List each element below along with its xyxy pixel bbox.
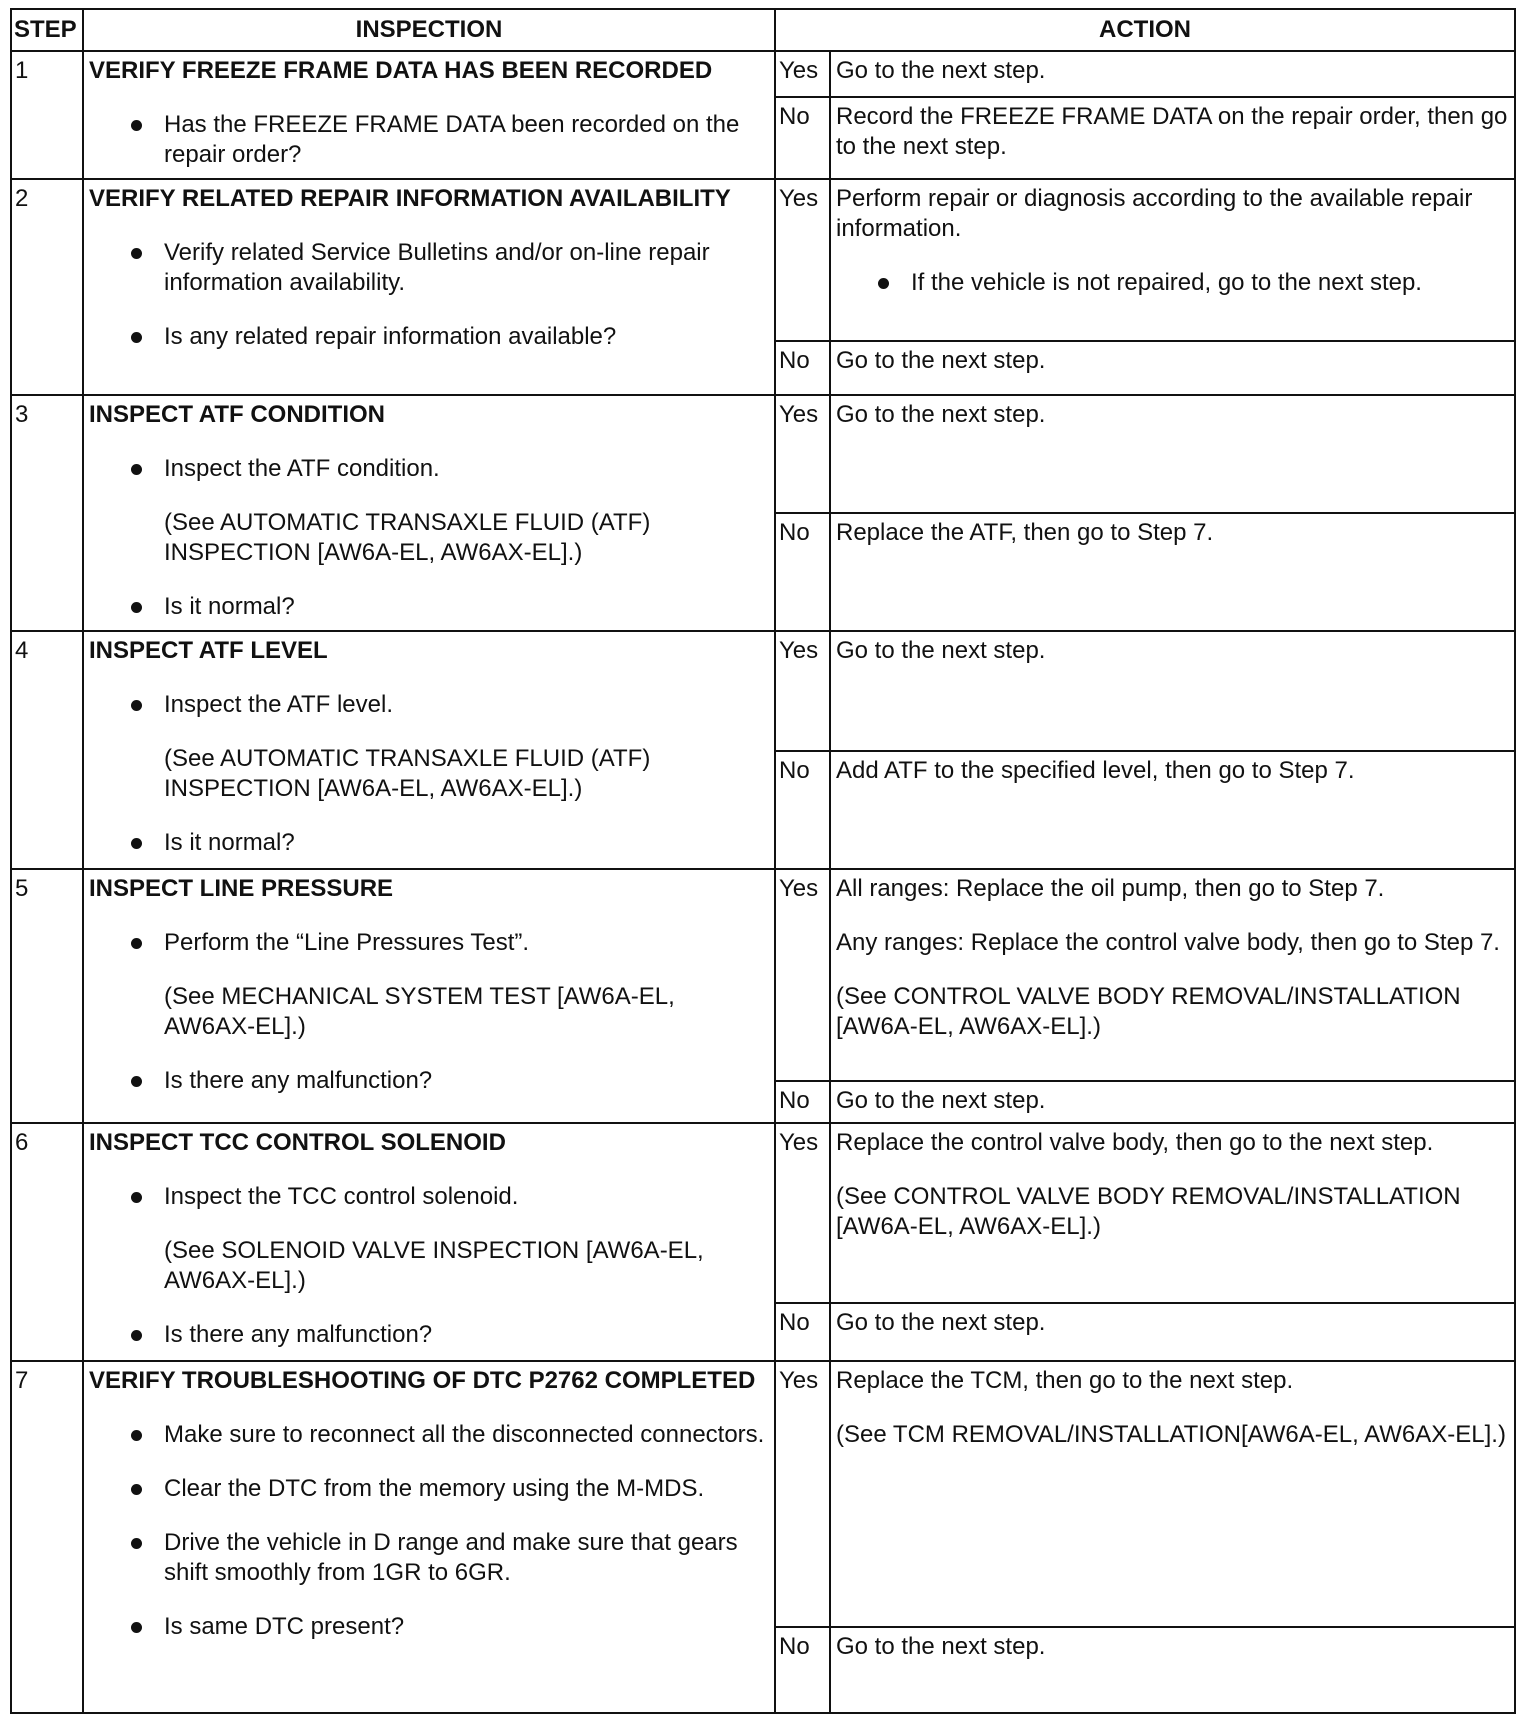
step-1-yes-row <box>11 51 1515 97</box>
inspection-bullet: Has the FREEZE FRAME DATA been recorded on the repair order? <box>89 110 769 170</box>
action-bullet: If the vehicle is not repaired, go to the next step. <box>836 268 1509 298</box>
action-text: Go to the next step. <box>836 1087 1046 1114</box>
header-row <box>11 9 1515 51</box>
yes-label: Yes <box>775 179 830 341</box>
no-action <box>830 751 1515 869</box>
inspection-title: VERIFY RELATED REPAIR INFORMATION AVAILABILITY <box>89 185 731 212</box>
diagnostic-procedure-table <box>10 8 1516 1714</box>
inspection-bullet: Inspect the ATF condition. <box>89 454 769 484</box>
step-6-yes-row <box>11 1123 1515 1303</box>
yes-label: Yes <box>775 1361 830 1627</box>
action-text: Replace the ATF, then go to Step 7. <box>836 519 1214 546</box>
step-number: 5 <box>11 869 83 1123</box>
yes-action <box>830 869 1515 1081</box>
no-label: No <box>775 513 830 631</box>
no-action <box>830 341 1515 395</box>
action-text: Go to the next step. <box>836 1309 1046 1336</box>
action-note: (See CONTROL VALVE BODY REMOVAL/INSTALLATION [AW6A-EL, AW6AX-EL].) <box>836 1183 1461 1240</box>
yes-action <box>830 51 1515 97</box>
inspection-bullet: Is there any malfunction? <box>89 1066 769 1096</box>
action-text: Replace the TCM, then go to the next step. <box>836 1367 1294 1394</box>
no-action <box>830 513 1515 631</box>
inspection-title: VERIFY FREEZE FRAME DATA HAS BEEN RECORDED <box>89 57 713 84</box>
step-2-yes-row <box>11 179 1515 341</box>
no-label: No <box>775 1303 830 1361</box>
no-action <box>830 1627 1515 1713</box>
action-text: Go to the next step. <box>836 57 1046 84</box>
no-action <box>830 97 1515 179</box>
inspection-title: INSPECT ATF CONDITION <box>89 401 385 428</box>
inspection-note: (See AUTOMATIC TRANSAXLE FLUID (ATF) INSPECTION [AW6A-EL, AW6AX-EL].) <box>164 509 651 566</box>
inspection-bullet: Is there any malfunction? <box>89 1320 769 1350</box>
action-column-header: ACTION <box>775 9 1515 51</box>
no-action <box>830 1303 1515 1361</box>
inspection-cell <box>83 1361 775 1713</box>
step-5-yes-row <box>11 869 1515 1081</box>
action-text: Replace the control valve body, then go to the next step. <box>836 1129 1434 1156</box>
action-text: Add ATF to the specified level, then go to Step 7. <box>836 757 1355 784</box>
inspection-title: VERIFY TROUBLESHOOTING OF DTC P2762 COMPLETED <box>89 1367 756 1394</box>
inspection-cell <box>83 179 775 395</box>
yes-label: Yes <box>775 869 830 1081</box>
inspection-bullet: Drive the vehicle in D range and make sure that gears shift smoothly from 1GR to 6GR. <box>89 1528 769 1588</box>
yes-label: Yes <box>775 51 830 97</box>
step-number: 6 <box>11 1123 83 1361</box>
inspection-bullet: Is same DTC present? <box>89 1612 769 1642</box>
step-number: 3 <box>11 395 83 631</box>
yes-action <box>830 179 1515 341</box>
inspection-bullet: Perform the “Line Pressures Test”. <box>89 928 769 958</box>
step-number: 2 <box>11 179 83 395</box>
no-label: No <box>775 1081 830 1123</box>
no-label: No <box>775 97 830 179</box>
inspection-cell <box>83 395 775 631</box>
action-text: Any ranges: Replace the control valve body, then go to Step 7. <box>836 929 1500 956</box>
inspection-cell <box>83 1123 775 1361</box>
inspection-cell <box>83 869 775 1123</box>
yes-action <box>830 1361 1515 1627</box>
inspection-bullet: Inspect the ATF level. <box>89 690 769 720</box>
inspection-column-header: INSPECTION <box>83 9 775 51</box>
action-text: Go to the next step. <box>836 637 1046 664</box>
step-4-yes-row <box>11 631 1515 751</box>
inspection-note: (See AUTOMATIC TRANSAXLE FLUID (ATF) INSPECTION [AW6A-EL, AW6AX-EL].) <box>164 745 651 802</box>
step-number: 4 <box>11 631 83 869</box>
step-column-header: STEP <box>11 9 83 51</box>
inspection-bullet: Inspect the TCC control solenoid. <box>89 1182 769 1212</box>
no-label: No <box>775 751 830 869</box>
yes-label: Yes <box>775 1123 830 1303</box>
action-text: Perform repair or diagnosis according to the available repair information. <box>836 185 1473 242</box>
action-text: All ranges: Replace the oil pump, then go to Step 7. <box>836 875 1385 902</box>
inspection-title: INSPECT ATF LEVEL <box>89 637 328 664</box>
step-number: 7 <box>11 1361 83 1713</box>
inspection-cell <box>83 51 775 179</box>
inspection-title: INSPECT TCC CONTROL SOLENOID <box>89 1129 506 1156</box>
yes-action <box>830 395 1515 513</box>
inspection-bullet: Make sure to reconnect all the disconnected connectors. <box>89 1420 769 1450</box>
yes-action <box>830 631 1515 751</box>
inspection-cell <box>83 631 775 869</box>
inspection-title: INSPECT LINE PRESSURE <box>89 875 394 902</box>
action-text: Go to the next step. <box>836 1633 1046 1660</box>
no-action <box>830 1081 1515 1123</box>
inspection-bullet: Is it normal? <box>89 592 769 622</box>
action-text: Go to the next step. <box>836 401 1046 428</box>
inspection-bullet: Is any related repair information available? <box>89 322 769 352</box>
action-text: Go to the next step. <box>836 347 1046 374</box>
action-text: Record the FREEZE FRAME DATA on the repair order, then go to the next step. <box>836 103 1508 160</box>
no-label: No <box>775 1627 830 1713</box>
inspection-bullet: Clear the DTC from the memory using the M-MDS. <box>89 1474 769 1504</box>
inspection-note: (See SOLENOID VALVE INSPECTION [AW6A-EL, AW6AX-EL].) <box>164 1237 704 1294</box>
action-note: (See TCM REMOVAL/INSTALLATION[AW6A-EL, AW6AX-EL].) <box>836 1421 1506 1448</box>
inspection-bullet: Is it normal? <box>89 828 769 858</box>
inspection-bullet: Verify related Service Bulletins and/or on-line repair information availability. <box>89 238 769 298</box>
step-3-yes-row <box>11 395 1515 513</box>
no-label: No <box>775 341 830 395</box>
yes-label: Yes <box>775 395 830 513</box>
yes-label: Yes <box>775 631 830 751</box>
action-note: (See CONTROL VALVE BODY REMOVAL/INSTALLATION [AW6A-EL, AW6AX-EL].) <box>836 983 1461 1040</box>
step-7-yes-row <box>11 1361 1515 1627</box>
yes-action <box>830 1123 1515 1303</box>
inspection-note: (See MECHANICAL SYSTEM TEST [AW6A-EL, AW6AX-EL].) <box>164 983 675 1040</box>
step-number: 1 <box>11 51 83 179</box>
